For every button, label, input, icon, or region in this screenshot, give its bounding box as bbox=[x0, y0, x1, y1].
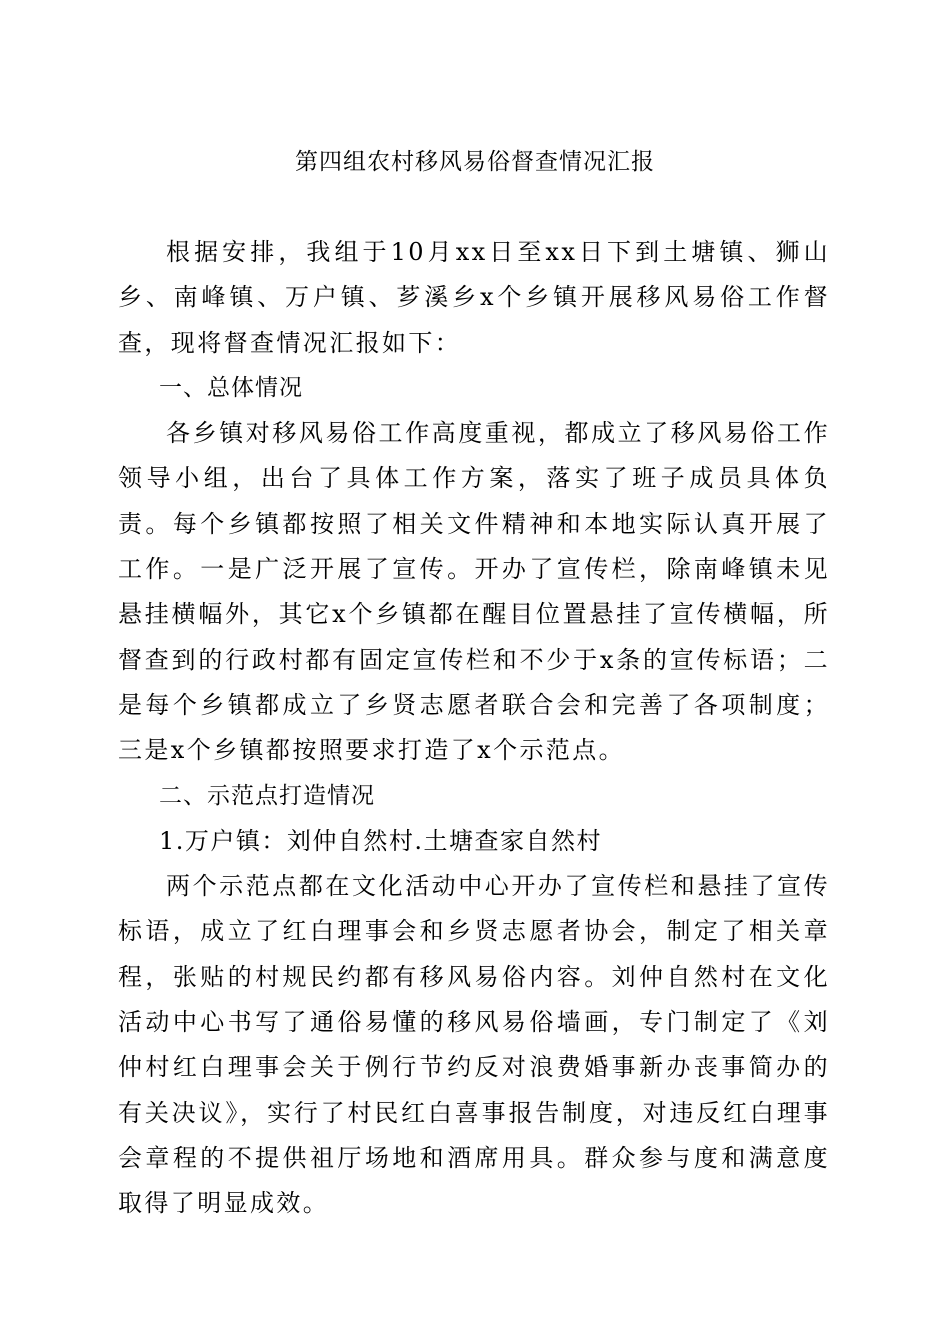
section-heading-demo-sites: 二、示范点打造情况 bbox=[159, 782, 375, 809]
section-heading-overall: 一、总体情况 bbox=[159, 374, 303, 401]
subheading-wanhu-town: 1.万户镇：刘仲自然村.土塘查家自然村 bbox=[159, 826, 603, 855]
overall-paragraph: 各乡镇对移风易俗工作高度重视，都成立了移风易俗工作领导小组，出台了具体工作方案，落实了班子成员具体负责。每个乡镇都按照了相关文件精神和本地实际认真开展了工作。一是广泛开展了宣传。开办了宣传栏，除南峰镇未见悬挂横幅外，其它x个乡镇都在醒目位置悬挂了宣传横幅，所督查到的行政村都有固定宣传栏和不少于x条的宣传标语；二是每个乡镇都成立了乡贤志愿者联合会和完善了各项制度；三是x个乡镇都按照要求打造了x个示范点。 bbox=[118, 419, 830, 765]
document-title: 第四组农村移风易俗督查情况汇报 bbox=[295, 149, 655, 175]
document-body bbox=[118, 230, 830, 1227]
intro-paragraph: 根据安排，我组于10月xx日至xx日下到土塘镇、狮山乡、南峰镇、万户镇、芗溪乡x个乡镇开展移风易俗工作督查，现将督查情况汇报如下： bbox=[118, 238, 830, 357]
demo-sites-paragraph: 两个示范点都在文化活动中心开办了宣传栏和悬挂了宣传标语，成立了红白理事会和乡贤志愿者协会，制定了相关章程，张贴的村规民约都有移风易俗内容。刘仲自然村在文化活动中心书写了通俗易懂的移风易俗墙画，专门制定了《刘仲村红白理事会关于例行节约反对浪费婚事新办丧事简办的有关决议》，实行了村民红白喜事报告制度，对违反红白理事会章程的不提供祖厅场地和酒席用具。群众参与度和满意度取得了明显成效。 bbox=[118, 872, 830, 1218]
